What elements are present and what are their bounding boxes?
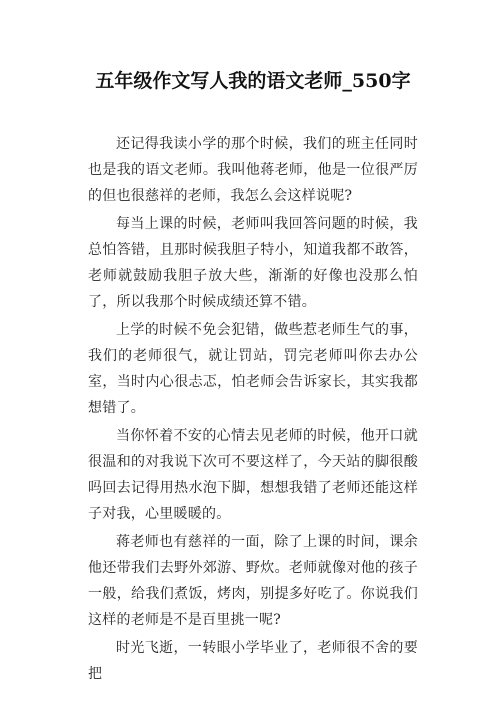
paragraph-2: 每当上课的时候，老师叫我回答问题的时候，我总怕答错，且那时候我胆子特小，知道我都不敢答，老师就鼓励我胆子放大些，渐渐的好像也没那么怕了，所以我那个时候成绩还算不错。 [88, 216, 418, 310]
paragraph-1: 还记得我读小学的那个时候，我们的班主任同时也是我的语文老师。我叫他蒋老师，他是一位很严厉的但也很慈祥的老师，我怎么会这样说呢? [88, 136, 418, 204]
essay-body [88, 131, 418, 687]
paragraph-3: 上学的时候不免会犯错，做些惹老师生气的事，我们的老师很气，就让罚站，罚完老师叫你去办公室，当时内心很忐忑，怕老师会告诉家长，其实我都想错了。 [88, 322, 418, 416]
page-title: 五年级作文写人我的语文老师_550字 [95, 70, 411, 92]
paragraph-5: 蒋老师也有慈祥的一面，除了上课的时间，课余他还带我们去野外郊游、野炊。老师就像对他的孩子一般，给我们煮饭，烤肉，别提多好吃了。你说我们这样的老师是不是百里挑一呢? [88, 534, 418, 628]
paragraph-4: 当你怀着不安的心情去见老师的时候，他开口就很温和的对我说下次可不要这样了，今天站的脚很酸吗回去记得用热水泡下脚，想想我错了老师还能这样子对我，心里暖暖的。 [88, 428, 418, 522]
paragraph-6: 时光飞逝，一转眼小学毕业了，老师很不舍的要把 [88, 640, 418, 682]
